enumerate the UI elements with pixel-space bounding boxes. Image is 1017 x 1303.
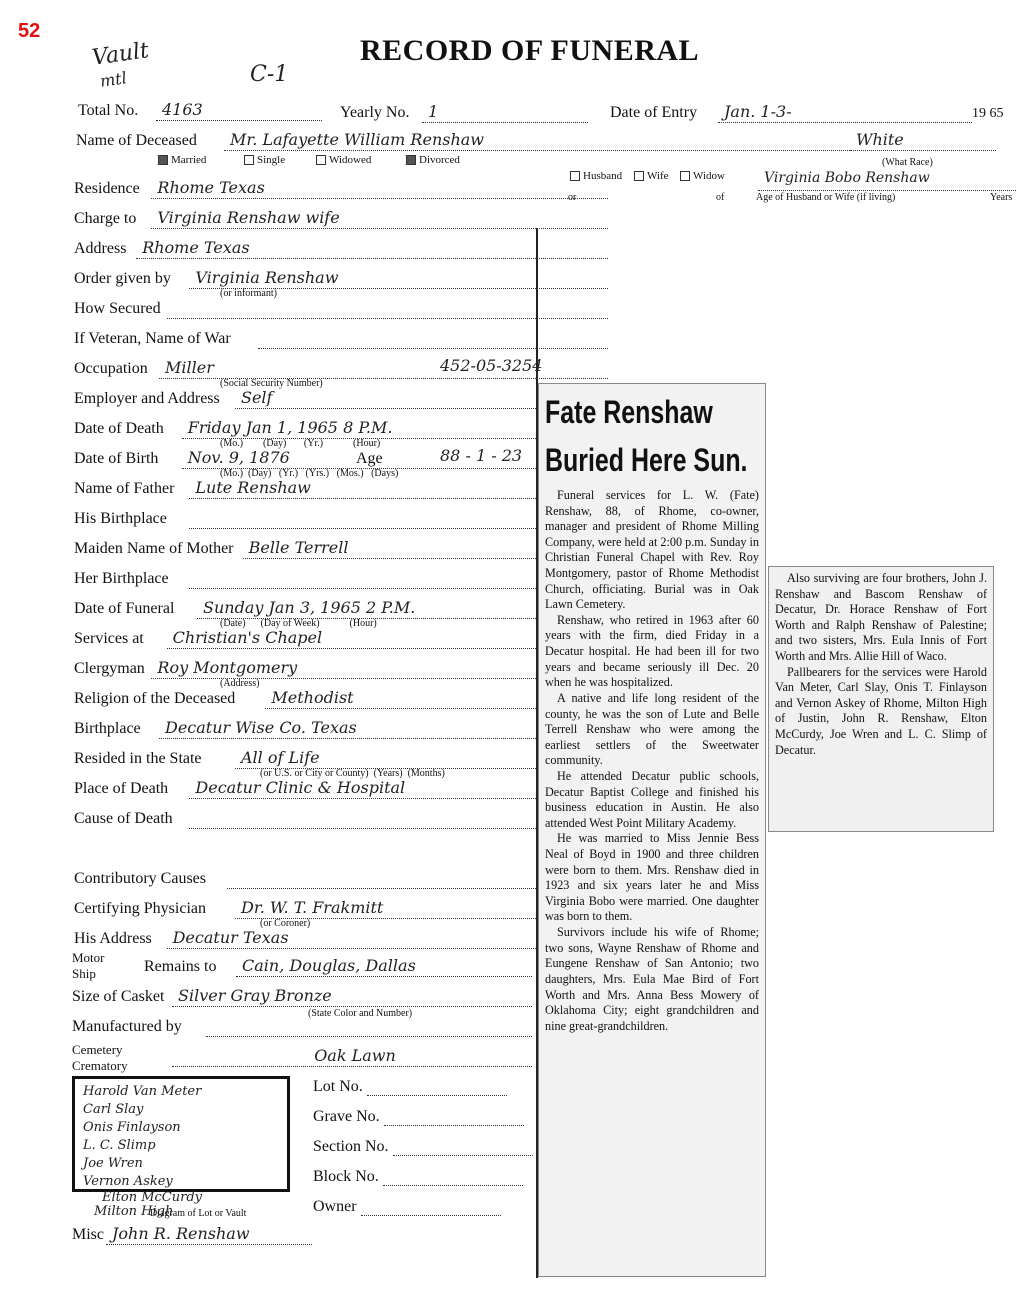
place-of-death-label: Place of Death — [74, 780, 169, 797]
manufactured-value — [206, 1016, 532, 1037]
margin-note-code: C-1 — [250, 62, 289, 87]
spouse-wife[interactable]: Wife — [634, 170, 669, 182]
resided-in-the-state-label: Resided in the State — [74, 750, 202, 767]
date-of-funeral-label: Date of Funeral — [74, 600, 175, 617]
if-veteran-name-of-war-label: If Veteran, Name of War — [74, 330, 231, 347]
services-at-label: Services at — [74, 630, 144, 647]
page-number: 52 — [18, 20, 41, 42]
cemetery-value: Oak Lawn — [172, 1046, 532, 1067]
margin-note-vault: Vault — [90, 38, 151, 71]
lot-no-field: Lot No. — [313, 1078, 507, 1096]
casket-label: Size of Casket — [72, 988, 165, 1005]
date-of-birth-caption: (Mo.) (Day) (Yr.) (Yrs.) (Mos.) (Days) — [220, 468, 399, 479]
charge-to-label: Charge to — [74, 210, 137, 227]
occupation-value: Miller — [159, 358, 608, 379]
how-secured-label: How Secured — [74, 300, 161, 317]
name-label: Name of Deceased — [76, 132, 197, 149]
religion-of-the-deceased-value: Methodist — [265, 688, 608, 709]
date-entry-label: Date of Entry — [610, 104, 698, 121]
clergyman-caption: (Address) — [220, 678, 260, 689]
cause-of-death-label: Cause of Death — [74, 810, 173, 827]
date-of-funeral-caption: (Date) (Day of Week) (Hour) — [220, 618, 377, 629]
his-address-label: His Address — [74, 930, 152, 947]
certifying-physician-label: Certifying Physician — [74, 900, 206, 917]
diagram-caption: Diagram of Lot or Vault — [150, 1208, 247, 1219]
pallbearer-name: Milton High — [94, 1204, 174, 1219]
pallbearer-diagram-box — [72, 1076, 290, 1192]
section-no-field: Section No. — [313, 1138, 533, 1156]
clergyman-label: Clergyman — [74, 660, 145, 677]
spouse-husband[interactable]: Husband — [570, 170, 622, 182]
date-of-death-value: Friday Jan 1, 1965 8 P.M. — [182, 418, 608, 439]
resided-in-the-state-caption: (or U.S. or City or County) (Years) (Months) — [260, 768, 445, 779]
order-given-by-caption: (or informant) — [220, 288, 277, 299]
pallbearer-name: Joe Wren — [83, 1156, 143, 1171]
race-caption: (What Race) — [882, 157, 933, 168]
spouse-widow[interactable]: Widow — [680, 170, 725, 182]
certifying-physician-value: Dr. W. T. Frakmitt — [235, 898, 608, 919]
occupation-caption: (Social Security Number) — [220, 378, 323, 389]
religion-of-the-deceased-label: Religion of the Deceased — [74, 690, 236, 707]
yearly-no-value: 1 — [422, 102, 588, 123]
name-of-father-value: Lute Renshaw — [189, 478, 608, 499]
charge-to-value: Virginia Renshaw wife — [151, 208, 608, 229]
address-label: Address — [74, 240, 127, 257]
pallbearer-name: Elton McCurdy — [102, 1190, 202, 1205]
date-of-birth-label: Date of Birth — [74, 450, 159, 467]
birthplace-value: Decatur Wise Co. Texas — [159, 718, 608, 739]
how-secured-value — [167, 298, 608, 319]
occupation-extra: 452-05-3254 — [440, 356, 543, 375]
newspaper-clipping-continued — [768, 566, 994, 832]
of-label: of — [716, 192, 725, 203]
status-divorced[interactable]: Divorced — [406, 154, 460, 166]
years-label: Years — [990, 192, 1013, 203]
clergyman-value: Roy Montgomery — [151, 658, 608, 679]
total-no-value: 4163 — [156, 100, 322, 121]
block-no-field: Block No. — [313, 1168, 523, 1186]
date-of-funeral-value: Sunday Jan 3, 1965 2 P.M. — [197, 598, 608, 619]
date-entry-value: Jan. 1-3- — [718, 102, 972, 123]
clipping-paragraph: He attended Decatur public schools, Decatur Baptist College and finished his business education in Austin. He also attended West Point Military Academy. — [545, 768, 759, 830]
spouse-value: Virginia Bobo Renshaw — [758, 170, 1017, 191]
status-married[interactable]: Married — [158, 154, 206, 166]
occupation-label: Occupation — [74, 360, 148, 377]
residence-label: Residence — [74, 180, 140, 197]
date-entry-year: 19 65 — [972, 106, 1004, 121]
clipping-paragraph: Funeral services for L. W. (Fate) Renshaw, 88, of Rhome, co-owner, manager and president of Rhome Milling Company, were held at 2:00 p.m. Sunday in Christian Funeral Chapel with Rev. Roy Montgomery, pastor of Rhome Methodist Church, officiating. Burial was in Oak Lawn Cemetery. — [545, 488, 759, 612]
employer-and-address-label: Employer and Address — [74, 390, 220, 407]
age-label: Age — [356, 450, 383, 467]
his-address-value: Decatur Texas — [167, 928, 608, 949]
pallbearer-name: L. C. Slimp — [83, 1138, 156, 1153]
misc-label: Misc — [72, 1226, 104, 1243]
clipping-paragraph: Survivors include his wife of Rhome; two sons, Wayne Renshaw of Rhome and Eungene Renshaw of San Antonio; two daughters, Mrs. Eula Mae Bird of Fort Worth and Mrs. Anna Bess Mowery of Oklahoma City; eight grandchildren and nine great-grandchildren. — [545, 925, 759, 1033]
his-birthplace-label: His Birthplace — [74, 510, 167, 527]
order-given-by-label: Order given by — [74, 270, 171, 287]
motor-label: Motor — [72, 950, 105, 965]
pallbearer-name: Harold Van Meter — [83, 1084, 202, 1099]
newspaper-clipping — [538, 383, 766, 1277]
clipping-paragraph: Renshaw, who retired in 1963 after 60 years with the firm, died Friday in a Decatur hospital. He had been ill for two years and became seriously ill Dec. 20 when he was hospitalized. — [545, 612, 759, 690]
name-value: Mr. Lafayette William Renshaw — [224, 130, 850, 151]
status-widowed[interactable]: Widowed — [316, 154, 371, 166]
date-of-birth-value: Nov. 9, 1876 — [182, 448, 608, 469]
clipping-headline-1: Fate Renshaw — [545, 394, 713, 430]
or-label: or — [568, 192, 577, 203]
clipping-headline-2: Buried Here Sun. — [545, 442, 748, 478]
remains-value: Cain, Douglas, Dallas — [236, 956, 532, 977]
her-birthplace-label: Her Birthplace — [74, 570, 169, 587]
contributory-causes-label: Contributory Causes — [74, 870, 206, 887]
margin-note-metal: mtl — [98, 68, 128, 91]
manufactured-label: Manufactured by — [72, 1018, 182, 1035]
date-of-death-caption: (Mo.) (Day) (Yr.) (Hour) — [220, 438, 381, 449]
pallbearer-name: Carl Slay — [83, 1102, 144, 1117]
pallbearer-name: Onis Finlayson — [83, 1120, 181, 1135]
clipping-paragraph: Also surviving are four brothers, John J. Renshaw and Bascom Renshaw of Decatur, Dr. Horace Renshaw of Fort Worth and Ralph Renshaw of Palestine; and two sisters, Mrs. Eula Innis of Fort Worth and Mrs. Allie Hill of Waco. — [775, 571, 987, 664]
casket-value: Silver Gray Bronze — [172, 986, 532, 1007]
owner-field: Owner — [313, 1198, 501, 1216]
maiden-name-of-mother-value: Belle Terrell — [243, 538, 608, 559]
order-given-by-value: Virginia Renshaw — [189, 268, 608, 289]
clipping-paragraph: He was married to Miss Jennie Bess Neal of Boyd in 1900 and three children were born to them. Mrs. Renshaw died in 1923 and six years later he and Miss Virginia Bobo were married. One daughter was born to them. — [545, 831, 759, 924]
date-of-birth-extra: 88 - 1 - 23 — [440, 446, 523, 465]
crematory-label: Crematory — [72, 1058, 128, 1073]
ship-label: Ship — [72, 966, 96, 981]
residence-value: Rhome Texas — [151, 178, 608, 199]
status-single[interactable]: Single — [244, 154, 285, 166]
grave-no-field: Grave No. — [313, 1108, 524, 1126]
certifying-physician-caption: (or Coroner) — [260, 918, 311, 929]
name-of-father-label: Name of Father — [74, 480, 175, 497]
birthplace-label: Birthplace — [74, 720, 141, 737]
misc-value: John R. Renshaw — [106, 1224, 312, 1245]
total-no-label: Total No. — [78, 102, 139, 119]
employer-and-address-value: Self — [235, 388, 608, 409]
page-title: RECORD OF FUNERAL — [360, 34, 700, 67]
yearly-no-label: Yearly No. — [340, 104, 410, 121]
state-caption: (State Color and Number) — [308, 1008, 413, 1019]
resided-in-the-state-value: All of Life — [235, 748, 608, 769]
clipping-paragraph: A native and life long resident of the county, he was the son of Lute and Belle Terrell Renshaw who were among the earliest settlers of the Sweetwater community. — [545, 690, 759, 768]
if-veteran-name-of-war-value — [258, 328, 608, 349]
cemetery-label: Cemetery — [72, 1042, 123, 1057]
date-of-death-label: Date of Death — [74, 420, 164, 437]
remains-label: Remains to — [144, 958, 217, 975]
race-value: White — [850, 130, 996, 151]
address-value: Rhome Texas — [136, 238, 608, 259]
spouse-caption: Age of Husband or Wife (if living) — [756, 192, 896, 203]
services-at-value: Christian's Chapel — [167, 628, 608, 649]
pallbearer-name: Vernon Askey — [83, 1174, 173, 1189]
clipping-paragraph: Pallbearers for the services were Harold Van Meter, Carl Slay, Onis T. Finlayson and Vernon Askey of Rhome, Milton High of Justin, John R. Renshaw, Elton McCurdy, Joe Wren and L. C. Slimp of Decatur. — [775, 664, 987, 757]
place-of-death-value: Decatur Clinic & Hospital — [189, 778, 608, 799]
maiden-name-of-mother-label: Maiden Name of Mother — [74, 540, 234, 557]
